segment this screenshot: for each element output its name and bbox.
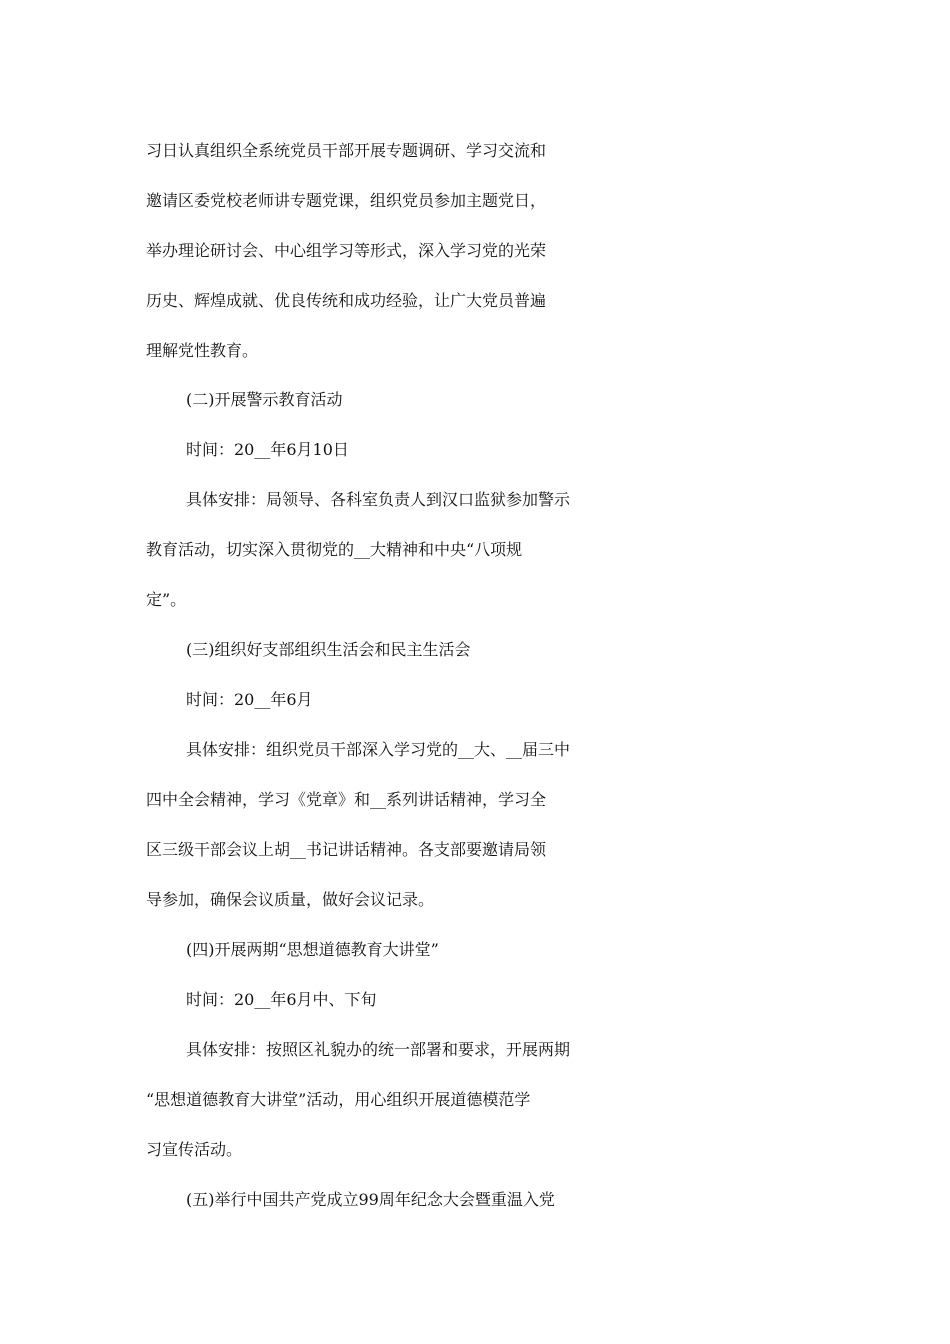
text-line-20: “思想道德教育大讲堂”活动，用心组织开展道德模范学 xyxy=(146,1090,531,1109)
schedule-time-2: 时间：20__年6月10日 xyxy=(186,440,349,459)
section-heading-2: (二)开展警示教育活动 xyxy=(186,390,343,409)
section-heading-4: (四)开展两期“思想道德教育大讲堂” xyxy=(186,940,439,959)
text-line-3: 举办理论研讨会、中心组学习等形式，深入学习党的光荣 xyxy=(146,241,547,260)
text-line-4: 历史、辉煌成就、优良传统和成功经验，让广大党员普遍 xyxy=(146,291,547,310)
schedule-time-3: 时间：20__年6月 xyxy=(186,690,313,709)
text-line-14: 四中全会精神，学习《党章》和__系列讲话精神，学习全 xyxy=(146,790,547,809)
text-line-2: 邀请区委党校老师讲专题党课，组织党员参加主题党日， xyxy=(146,191,547,210)
text-line-21: 习宣传活动。 xyxy=(146,1140,243,1159)
text-line-16: 导参加，确保会议质量，做好会议记录。 xyxy=(146,890,435,909)
text-line-5: 理解党性教育。 xyxy=(146,341,259,360)
text-line-19: 具体安排：按照区礼貌办的统一部署和要求，开展两期 xyxy=(186,1040,571,1059)
text-line-10: 定”。 xyxy=(146,590,187,609)
text-line-9: 教育活动，切实深入贯彻党的__大精神和中央“八项规 xyxy=(146,540,523,559)
text-line-8: 具体安排：局领导、各科室负责人到汉口监狱参加警示 xyxy=(186,490,571,509)
section-heading-3: (三)组织好支部组织生活会和民主生活会 xyxy=(186,640,471,659)
section-heading-5: (五)举行中国共产党成立99周年纪念大会暨重温入党 xyxy=(186,1190,555,1209)
schedule-time-4: 时间：20__年6月中、下旬 xyxy=(186,990,377,1009)
text-line-1: 习日认真组织全系统党员干部开展专题调研、学习交流和 xyxy=(146,141,547,160)
text-line-13: 具体安排：组织党员干部深入学习党的__大、__届三中 xyxy=(186,740,571,759)
text-line-15: 区三级干部会议上胡__书记讲话精神。各支部要邀请局领 xyxy=(146,840,547,859)
